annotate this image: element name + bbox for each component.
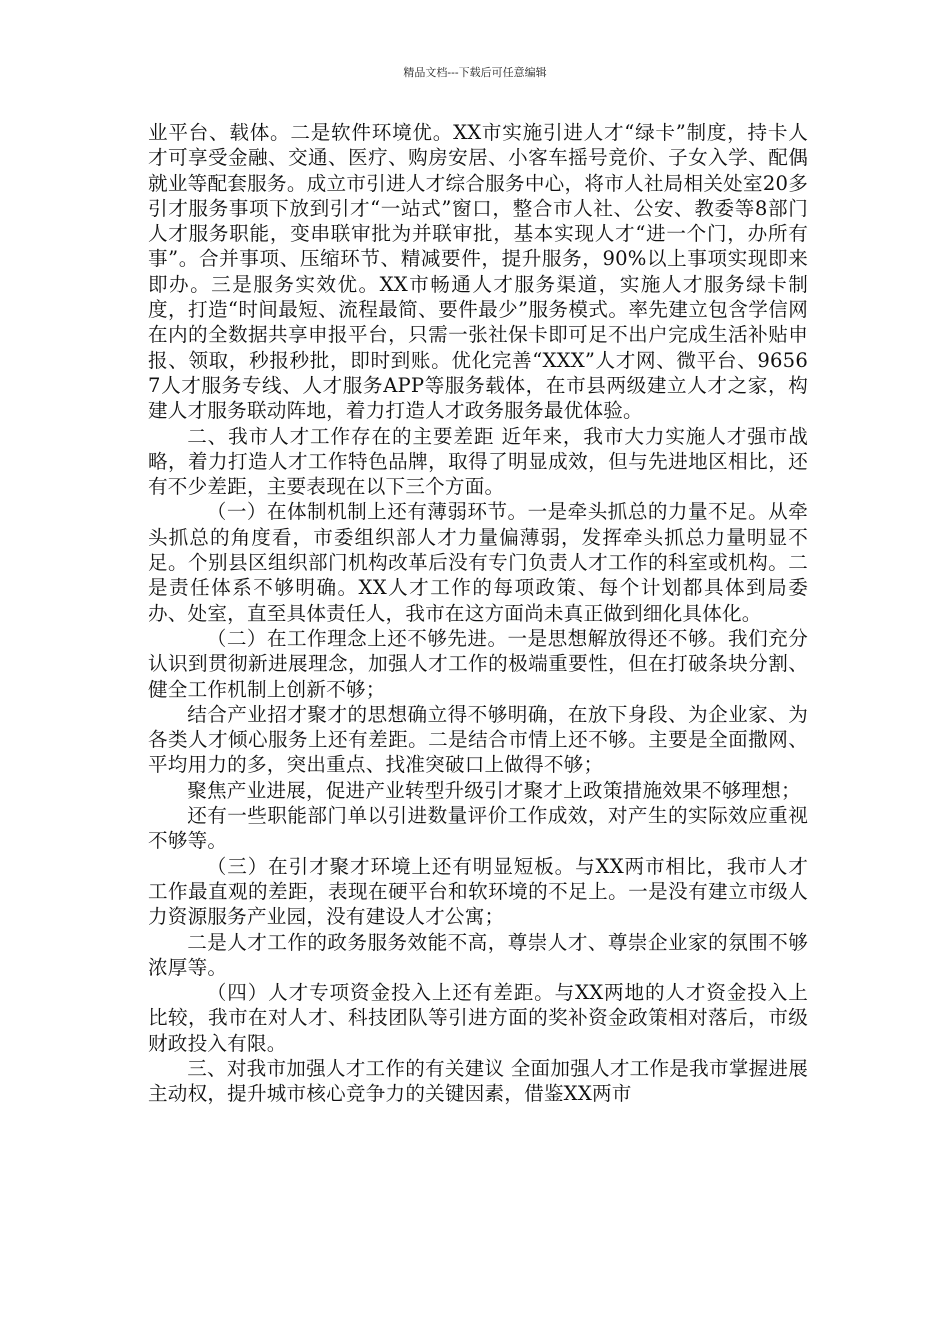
document-body [148, 120, 808, 1107]
paragraph-service-efficiency: 二是人才工作的政务服务效能不高，尊崇人才、尊崇企业家的氛围不够浓厚等。 [148, 930, 808, 979]
paragraph-industry-recruitment: 结合产业招才聚才的思想确立得不够明确，在放下身段、为企业家、为各类人才倾心服务上还有差距。二是结合市情上还不够。主要是全面撒网、平均用力的多，突出重点、找准突破口上做得不够； [148, 702, 808, 777]
paragraph-talent-services: 业平台、载体。二是软件环境优。XX市实施引进人才“绿卡”制度，持卡人才可享受金融、交通、医疗、购房安居、小客车摇号竞价、子女入学、配偶就业等配套服务。成立市引进人才综合服务中心，将市人社局相关处室20多引才服务事项下放到引才“一站式”窗口，整合市人社、公安、教委等8部门人才服务职能，变串联审批为并联审批，基本实现人才“进一个门，办所有事”。合并事项、压缩环节、精减要件，提升服务，90%以上事项实现即来即办。三是服务实效优。XX市畅通人才服务渠道，实施人才服务绿卡制度，打造“时间最短、流程最简、要件最少”服务模式。率先建立包含学信网在内的全数据共享申报平台，只需一张社保卡即可足不出户完成生活补贴申报、领取，秒报秒批，即时到账。优化完善“XXX”人才网、微平台、96567人才服务专线、人才服务APP等服务载体，在市县两级建立人才之家，构建人才服务联动阵地，着力打造人才政务服务最优体验。 [148, 121, 808, 423]
page-header: 精品文档---下载后可任意编辑 [403, 66, 547, 79]
section-heading-gaps: 二、我市人才工作存在的主要差距 近年来，我市大力实施人才强市战略，着力打造人才工作特色品牌，取得了明显成效，但与先进地区相比，还有不少差距，主要表现在以下三个方面。 [148, 424, 808, 499]
paragraph-industry-focus: 聚焦产业进展，促进产业转型升级引才聚才上政策措施效果不够理想； [187, 778, 801, 802]
section-heading-suggestions: 三、对我市加强人才工作的有关建议 全面加强人才工作是我市掌握进展主动权，提升城市核心竞争力的关键因素，借鉴XX两市 [148, 1056, 808, 1106]
paragraph-institutional-weakness: （一）在体制机制上还有薄弱环节。一是牵头抓总的力量不足。从牵头抓总的角度看，市委组织部人才力量偏薄弱，发挥牵头抓总力量明显不足。个别县区组织部门机构改革后没有专门负责人才工作的科室或机构。二是责任体系不够明确。XX人才工作的每项政策、每个计划都具体到局委办、处室，直至具体责任人，我市在这方面尚未真正做到细化具体化。 [148, 500, 808, 625]
paragraph-work-concepts: （二）在工作理念上还不够先进。一是思想解放得还不够。我们充分认识到贯彻新进展理念，加强人才工作的极端重要性，但在打破条块分割、健全工作机制上创新不够； [148, 626, 808, 701]
paragraph-funding-gap: （四）人才专项资金投入上还有差距。与XX两地的人才资金投入上比较，我市在对人才、科技团队等引进方面的奖补资金政策相对落后，市级财政投入有限。 [148, 981, 808, 1055]
paragraph-evaluation: 还有一些职能部门单以引进数量评价工作成效，对产生的实际效应重视不够等。 [148, 804, 808, 853]
paragraph-environment-shortcomings: （三）在引才聚才环境上还有明显短板。与XX两市相比，我市人才工作最直观的差距，表现在硬平台和软环境的不足上。一是没有建立市级人力资源服务产业园，没有建设人才公寓； [148, 854, 808, 929]
